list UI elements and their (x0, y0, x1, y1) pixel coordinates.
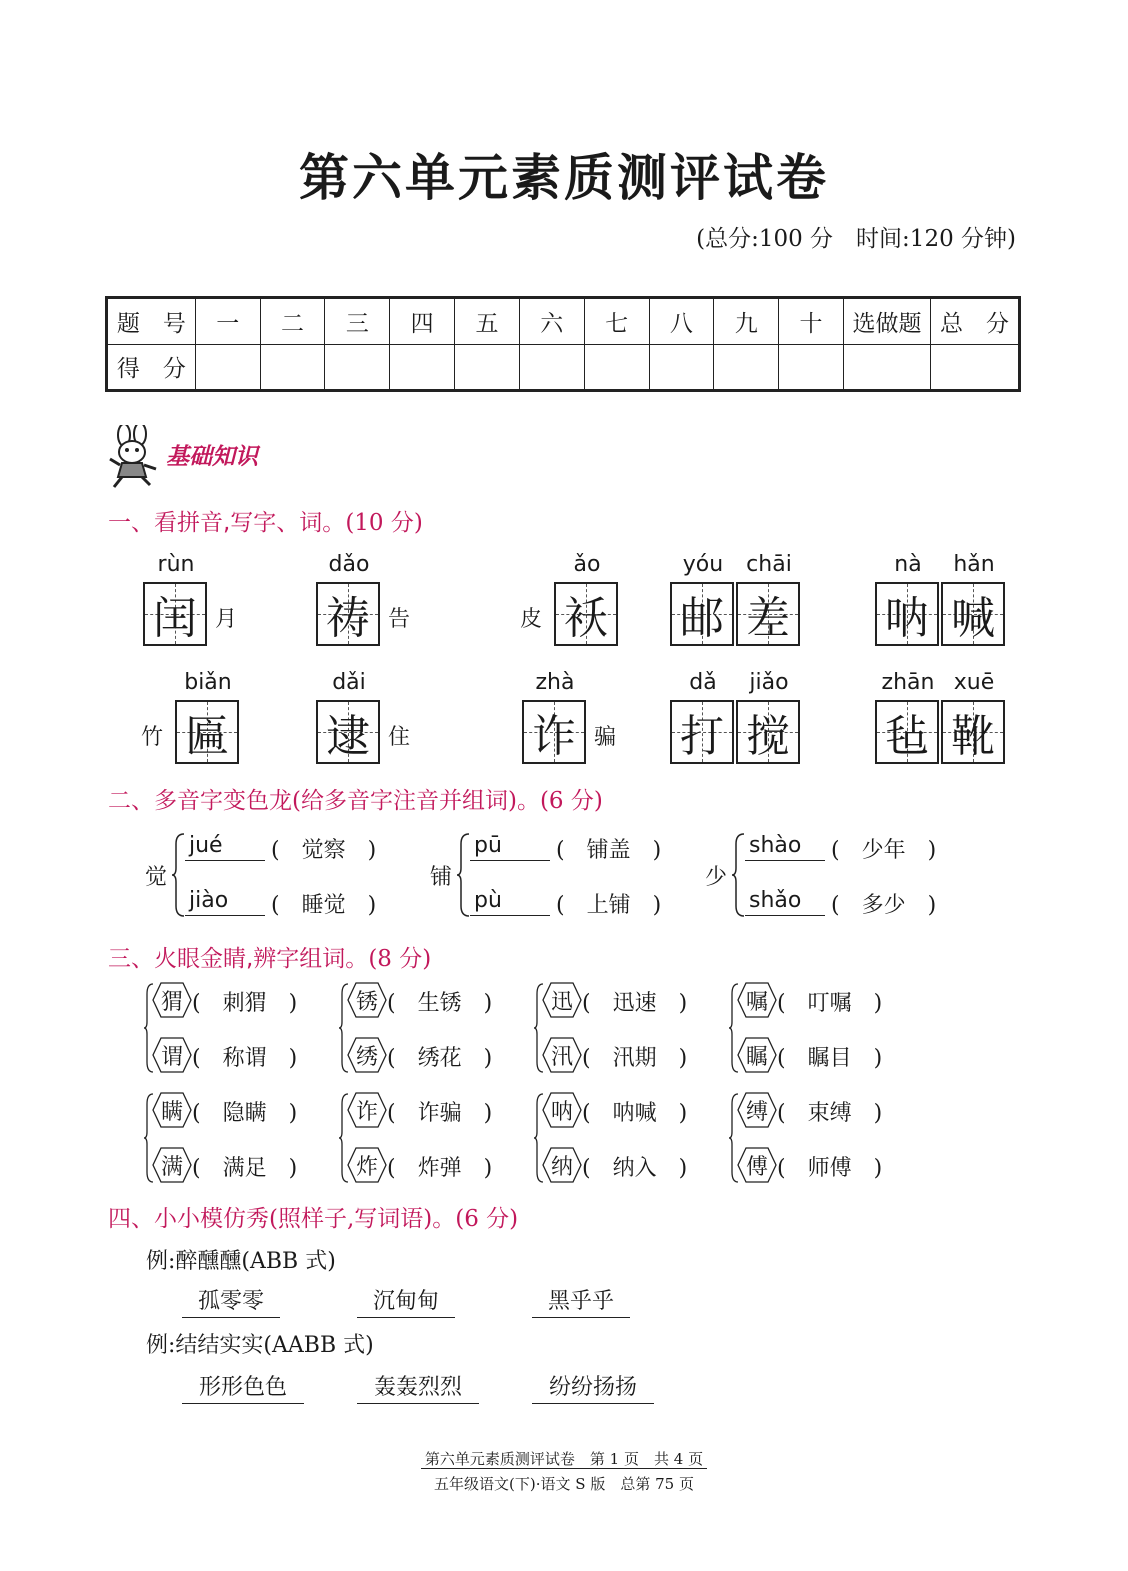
q1-char-box (175, 700, 239, 764)
q1-char-box (143, 582, 207, 646)
q2-brace (731, 832, 745, 922)
score-table-col-11: 选做题 (843, 298, 930, 345)
q2-word-answer: ( 铺盖 ) (556, 838, 662, 863)
q3-char: 谓 (160, 1044, 183, 1070)
score-table-header-row (107, 298, 1020, 345)
score-table-label: 题 号 (107, 298, 196, 345)
q3-word-answer: ( 炸弹 ) (387, 1156, 493, 1181)
q3-hex-char (152, 1092, 192, 1128)
q2-polyphone-char: 觉 (145, 865, 168, 890)
q3-hex-char (542, 1147, 582, 1183)
q3-word-answer: ( 满足 ) (192, 1156, 298, 1181)
q1-heading-text: 一、看拼音,写字、词。 (108, 510, 346, 536)
q1-char: 差 (746, 593, 790, 644)
q1-suffix-char: 骗 (594, 725, 617, 750)
q1-char-box (941, 582, 1005, 646)
q1-suffix-char: 告 (388, 607, 411, 632)
score-cell-9 (714, 344, 779, 391)
q2-points: (6 分) (539, 788, 603, 814)
q3-char: 瞩 (745, 1044, 768, 1070)
q1-char: 毡 (885, 711, 929, 762)
page-title: 第六单元素质测评试卷 (299, 148, 829, 207)
q1-char-box (522, 700, 586, 764)
q1-char-box (736, 700, 800, 764)
q1-char-box (316, 700, 380, 764)
q3-char: 诈 (355, 1099, 378, 1125)
q4-points: (6 分) (455, 1206, 519, 1232)
q2-answer-line (745, 860, 825, 861)
score-table-col-7: 七 (584, 298, 649, 345)
q4-heading (108, 1200, 518, 1233)
rabbit-mascot-icon (104, 425, 162, 489)
q2-pinyin-answer: jué (189, 833, 223, 858)
q3-word-answer: ( 称谓 ) (192, 1046, 298, 1071)
q3-char: 瞒 (160, 1099, 183, 1125)
score-cell-4 (390, 344, 455, 391)
q3-points: (8 分) (368, 946, 432, 972)
q2-answer-line (470, 915, 550, 916)
q4-answer-abb: 孤零零 (182, 1284, 280, 1318)
q3-hex-char (737, 1147, 777, 1183)
score-cell-2 (260, 344, 325, 391)
q3-char: 锈 (355, 989, 378, 1015)
footer-line-1-text: 第六单元素质测评试卷 第 1 页 共 4 页 (421, 1450, 707, 1469)
q2-word-answer: ( 睡觉 ) (271, 893, 377, 918)
q1-char: 靴 (951, 711, 995, 762)
q3-char: 猬 (160, 989, 183, 1015)
score-cell-3 (325, 344, 390, 391)
q2-pinyin-answer: pū (474, 833, 502, 858)
q1-pinyin: nà (894, 552, 922, 577)
q2-polyphone-char: 铺 (430, 865, 453, 890)
q3-word-answer: ( 汛期 ) (582, 1046, 688, 1071)
q4-answer-aabb: 纷纷扬扬 (532, 1370, 654, 1404)
q3-hex-char (152, 982, 192, 1018)
q3-char: 嘱 (745, 989, 768, 1015)
score-cell-7 (584, 344, 649, 391)
q1-pinyin: xuē (953, 670, 995, 695)
q2-word-answer: ( 觉察 ) (271, 838, 377, 863)
q1-suffix-char: 月 (215, 607, 238, 632)
q1-char: 诈 (532, 711, 576, 762)
score-table-col-12: 总 分 (931, 298, 1020, 345)
q1-char: 袄 (564, 593, 608, 644)
q3-hex-char (737, 1037, 777, 1073)
score-table-col-1: 一 (195, 298, 260, 345)
q3-word-answer: ( 束缚 ) (777, 1101, 883, 1126)
q3-char: 绣 (355, 1044, 378, 1070)
q2-answer-line (470, 860, 550, 861)
q1-pinyin: zhà (535, 670, 575, 695)
q2-pinyin-answer: shào (749, 833, 802, 858)
q3-word-answer: ( 迅速 ) (582, 991, 688, 1016)
q2-heading (108, 782, 603, 815)
q4-example-1: 例:醉醺醺(ABB 式) (146, 1249, 336, 1274)
q3-word-answer: ( 师傅 ) (777, 1156, 883, 1181)
q2-word-answer: ( 多少 ) (831, 893, 937, 918)
q1-pinyin: dǎi (332, 670, 366, 695)
q3-word-answer: ( 纳入 ) (582, 1156, 688, 1181)
q1-char: 呐 (885, 593, 929, 644)
q4-answer-aabb: 形形色色 (182, 1370, 304, 1404)
exam-meta: (总分:100 分 时间:120 分钟) (696, 226, 1016, 252)
q1-char-box (875, 582, 939, 646)
score-table-col-2: 二 (260, 298, 325, 345)
q1-char-box (875, 700, 939, 764)
q1-char-box (736, 582, 800, 646)
q4-example-2: 例:结结实实(AABB 式) (146, 1333, 374, 1358)
q1-pinyin: chāi (746, 552, 792, 577)
q1-char: 匾 (185, 711, 229, 762)
score-table-score-row (107, 344, 1020, 391)
q1-pinyin: rùn (157, 552, 195, 577)
q3-word-answer: ( 生锈 ) (387, 991, 493, 1016)
q3-word-answer: ( 叮嘱 ) (777, 991, 883, 1016)
q3-hex-char (347, 1092, 387, 1128)
q1-char: 搅 (746, 711, 790, 762)
q1-prefix-char: 竹 (141, 725, 164, 750)
q3-heading (108, 940, 431, 973)
q3-hex-char (152, 1147, 192, 1183)
q1-pinyin: zhān (881, 670, 935, 695)
score-table-row-label: 得 分 (107, 344, 196, 391)
q3-char: 满 (160, 1154, 183, 1180)
score-cell-11 (843, 344, 930, 391)
q3-char: 迅 (550, 989, 573, 1015)
q4-heading-text: 四、小小模仿秀 (108, 1206, 269, 1232)
q4-subheading: (照样子,写词语)。 (269, 1206, 456, 1232)
q1-pinyin: hǎn (953, 552, 995, 577)
q1-suffix-char: 住 (388, 725, 411, 750)
q3-hex-char (542, 1037, 582, 1073)
q2-pinyin-answer: shǎo (749, 888, 802, 913)
score-cell-10 (779, 344, 844, 391)
q3-hex-char (152, 1037, 192, 1073)
q2-answer-line (185, 915, 265, 916)
q3-hex-char (347, 1037, 387, 1073)
q1-char-box (941, 700, 1005, 764)
q3-char: 汛 (550, 1044, 573, 1070)
q1-char-box (670, 582, 734, 646)
q2-pinyin-answer: pù (474, 888, 502, 913)
q3-hex-char (737, 982, 777, 1018)
q1-char: 邮 (680, 593, 724, 644)
score-table-col-3: 三 (325, 298, 390, 345)
q2-subheading: (给多音字注音并组词)。 (292, 788, 540, 814)
q3-hex-char (347, 982, 387, 1018)
q1-points: (10 分) (345, 510, 423, 536)
q2-answer-line (185, 860, 265, 861)
q3-word-answer: ( 呐喊 ) (582, 1101, 688, 1126)
q1-char: 逮 (326, 711, 370, 762)
q1-pinyin: ǎo (573, 552, 601, 577)
q2-pinyin-answer: jiào (189, 888, 229, 913)
score-cell-1 (195, 344, 260, 391)
q2-polyphone-char: 少 (705, 865, 728, 890)
footer-line-2: 五年级语文(下)·语文 S 版 总第 75 页 (434, 1475, 694, 1493)
q2-word-answer: ( 少年 ) (831, 838, 937, 863)
score-table-col-4: 四 (390, 298, 455, 345)
q1-char-box (316, 582, 380, 646)
score-table (105, 296, 1021, 392)
q2-heading-text: 二、多音字变色龙 (108, 788, 292, 814)
q1-char-box (670, 700, 734, 764)
q3-hex-char (347, 1147, 387, 1183)
q3-char: 缚 (745, 1099, 768, 1125)
q2-brace (456, 832, 470, 922)
q1-pinyin: jiǎo (749, 670, 789, 695)
q3-word-answer: ( 隐瞒 ) (192, 1101, 298, 1126)
q4-answer-aabb: 轰轰烈烈 (357, 1370, 479, 1404)
score-table-col-6: 六 (519, 298, 584, 345)
score-table-col-5: 五 (455, 298, 520, 345)
q1-pinyin: dǎo (328, 552, 370, 577)
q1-pinyin: yóu (682, 552, 724, 577)
q3-word-answer: ( 绣花 ) (387, 1046, 493, 1071)
section-label: 基础知识 (166, 443, 258, 470)
q3-word-answer: ( 瞩目 ) (777, 1046, 883, 1071)
q3-hex-char (737, 1092, 777, 1128)
q1-pinyin: dǎ (689, 670, 717, 695)
q3-char: 纳 (550, 1154, 573, 1180)
score-table-col-9: 九 (714, 298, 779, 345)
q3-word-answer: ( 诈骗 ) (387, 1101, 493, 1126)
q3-word-answer: ( 刺猬 ) (192, 991, 298, 1016)
score-cell-5 (455, 344, 520, 391)
score-cell-12 (931, 344, 1020, 391)
q3-hex-char (542, 1092, 582, 1128)
q1-char: 喊 (951, 593, 995, 644)
q4-answer-abb: 黑乎乎 (532, 1284, 630, 1318)
q2-answer-line (745, 915, 825, 916)
q1-pinyin: biǎn (184, 670, 232, 695)
q2-word-answer: ( 上铺 ) (556, 893, 662, 918)
q1-char: 祷 (326, 593, 370, 644)
score-cell-6 (519, 344, 584, 391)
q1-char: 闰 (153, 593, 197, 644)
q3-char: 炸 (355, 1154, 378, 1180)
q1-char: 打 (680, 711, 724, 762)
footer-line-1 (0, 1448, 1128, 1469)
q1-prefix-char: 皮 (520, 607, 543, 632)
q3-char: 傅 (745, 1154, 768, 1180)
q3-hex-char (542, 982, 582, 1018)
q2-brace (171, 832, 185, 922)
score-table-col-10: 十 (779, 298, 844, 345)
score-table-col-8: 八 (649, 298, 714, 345)
q1-heading (108, 504, 423, 537)
q4-answer-abb: 沉甸甸 (357, 1284, 455, 1318)
q3-char: 呐 (550, 1099, 573, 1125)
q1-char-box (554, 582, 618, 646)
score-cell-8 (649, 344, 714, 391)
q3-heading-text: 三、火眼金睛,辨字组词。 (108, 946, 369, 972)
